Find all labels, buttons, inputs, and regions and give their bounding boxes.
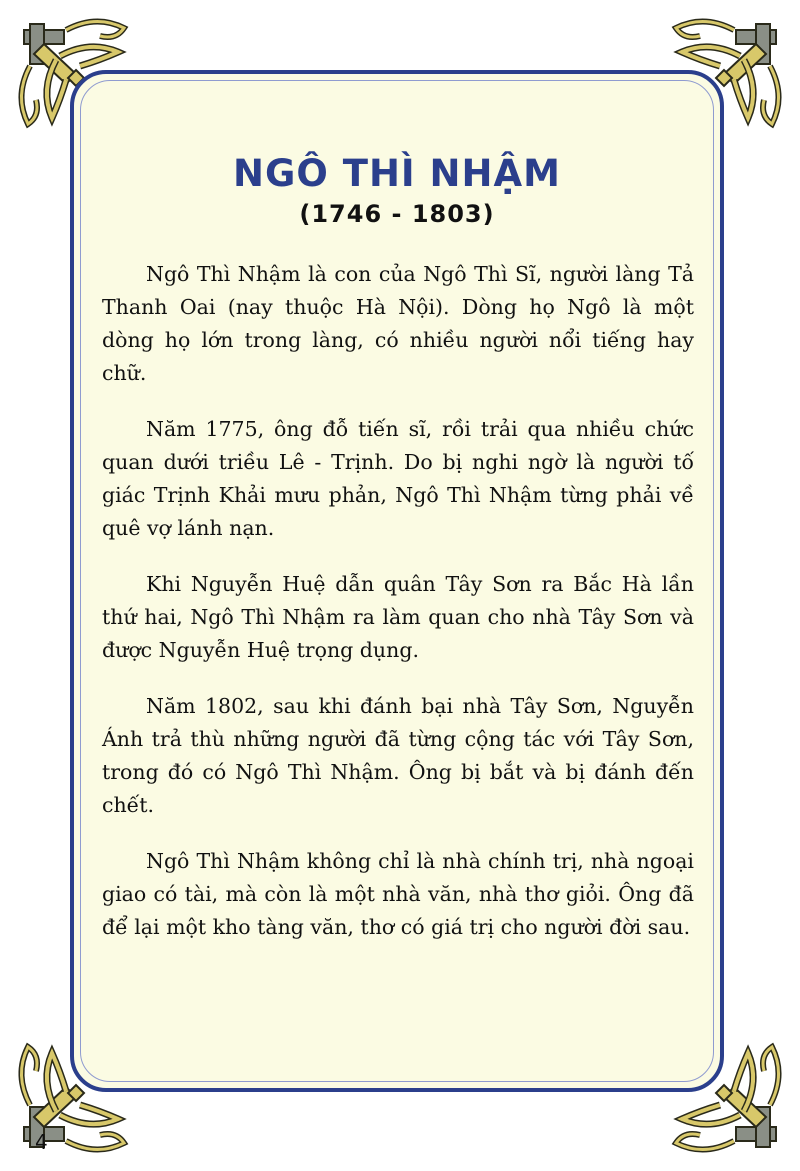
paragraph: Năm 1802, sau khi đánh bại nhà Tây Sơn, Nguyễn Ánh trả thù những người đã từng cộng tác với Tây Sơn, trong đó có Ngô Thì Nhậm. Ông bị bắt và bị đánh đến chết. [102, 694, 694, 817]
page-number: 4 [35, 1130, 48, 1154]
life-years: (1746 - 1803) [299, 200, 495, 228]
paragraph: Ngô Thì Nhậm không chỉ là nhà chính trị, nhà ngoại giao có tài, mà còn là một nhà văn, nhà thơ giỏi. Ông đã để lại một kho tàng văn, thơ có giá trị cho người đời sau. [102, 849, 694, 939]
paragraph: Ngô Thì Nhậm là con của Ngô Thì Sĩ, người làng Tả Thanh Oai (nay thuộc Hà Nội). Dòng họ Ngô là một dòng họ lớn trong làng, có nhiều người nổi tiếng hay chữ. [102, 262, 694, 385]
page-title: NGÔ THÌ NHẬM [233, 152, 561, 195]
paragraph: Khi Nguyễn Huệ dẫn quân Tây Sơn ra Bắc Hà lần thứ hai, Ngô Thì Nhậm ra làm quan cho nhà Tây Sơn và được Nguyễn Huệ trọng dụng. [102, 572, 694, 662]
paragraph: Năm 1775, ông đỗ tiến sĩ, rồi trải qua nhiều chức quan dưới triều Lê - Trịnh. Do bị nghi ngờ là người tố giác Trịnh Khải mưu phản, Ngô Thì Nhậm từng phải về quê vợ lánh nạn. [102, 417, 694, 540]
article-body [102, 258, 694, 967]
